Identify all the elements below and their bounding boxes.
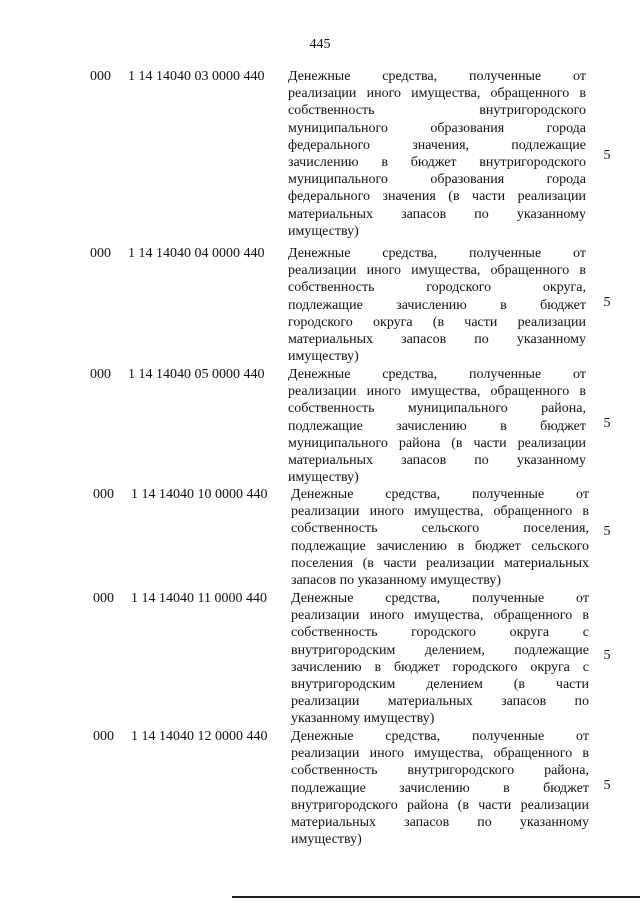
description-line: реализации материальных запасов по — [291, 694, 589, 710]
description-line: Денежные средства, полученные от — [288, 69, 586, 84]
description-line: имуществу) — [288, 223, 359, 239]
description-line: внутригородским делением (в части — [291, 676, 589, 692]
description-line: Денежные средства, полученные от — [291, 591, 589, 606]
description-line: собственность внутригородского — [288, 103, 586, 119]
income-description — [291, 728, 589, 848]
description-line: реализации иного имущества, обращенного в — [288, 86, 586, 102]
description-line: материальных запасов по указанному — [288, 331, 586, 347]
norm-percent: 5 — [603, 295, 611, 310]
income-description — [291, 486, 589, 589]
norm-percent: 5 — [603, 778, 611, 793]
budget-classification-code: 1 14 14040 11 0000 440 — [131, 591, 267, 606]
income-description — [288, 68, 586, 240]
description-line: имуществу) — [291, 832, 362, 848]
description-line: подлежащие зачислению в бюджет — [288, 297, 586, 313]
description-line: зачислению в бюджет внутригородского — [288, 154, 586, 170]
description-line: собственность сельского поселения, — [291, 521, 589, 537]
norm-percent: 5 — [603, 148, 611, 163]
description-line: собственность городского округа с — [291, 625, 589, 641]
description-line: подлежащие зачислению в бюджет — [288, 418, 586, 434]
description-line: муниципального образования города — [288, 120, 586, 136]
budget-classification-code: 1 14 14040 10 0000 440 — [131, 487, 268, 502]
norm-percent: 5 — [603, 648, 611, 663]
budget-classification-code: 1 14 14040 04 0000 440 — [128, 246, 265, 261]
description-line: подлежащие зачислению в бюджет сельского — [291, 538, 589, 554]
description-line: внутригородского района (в части реализации — [291, 797, 589, 813]
description-line: материальных запасов по указанному — [288, 452, 586, 468]
bottom-rule — [232, 896, 640, 898]
description-line: имуществу) — [288, 349, 359, 365]
budget-classification-code: 1 14 14040 05 0000 440 — [128, 367, 265, 382]
description-line: подлежащие зачислению в бюджет — [291, 780, 589, 796]
description-line: собственность муниципального района, — [288, 401, 586, 417]
income-description — [291, 590, 589, 728]
description-line: реализации иного имущества, обращенного в — [288, 263, 586, 279]
income-description — [288, 366, 586, 486]
norm-percent: 5 — [603, 524, 611, 539]
description-line: поселения (в части реализации материальных — [291, 555, 589, 571]
description-line: собственность внутригородского района, — [291, 763, 589, 779]
description-line: муниципального образования города — [288, 172, 586, 188]
admin-code: 000 — [93, 729, 114, 744]
admin-code: 000 — [90, 246, 111, 261]
description-line: реализации иного имущества, обращенного в — [291, 504, 589, 520]
description-line: Денежные средства, полученные от — [291, 729, 589, 744]
description-line: внутригородским делением, подлежащие — [291, 642, 589, 658]
budget-classification-code: 1 14 14040 03 0000 440 — [128, 69, 265, 84]
description-line: материальных запасов по указанному — [291, 814, 589, 830]
description-line: реализации иного имущества, обращенного в — [288, 384, 586, 400]
description-line: муниципального района (в части реализации — [288, 435, 586, 451]
page-number: 445 — [309, 37, 331, 52]
admin-code: 000 — [93, 487, 114, 502]
description-line: федерального значения (в части реализации — [288, 189, 586, 205]
description-line: зачислению в бюджет городского округа с — [291, 659, 589, 675]
admin-code: 000 — [93, 591, 114, 606]
description-line: Денежные средства, полученные от — [288, 367, 586, 382]
income-description — [288, 245, 586, 365]
description-line: реализации иного имущества, обращенного в — [291, 746, 589, 762]
admin-code: 000 — [90, 69, 111, 84]
admin-code: 000 — [90, 367, 111, 382]
description-line: указанному имуществу) — [291, 711, 435, 727]
description-line: собственность городского округа, — [288, 280, 586, 296]
description-line: Денежные средства, полученные от — [288, 246, 586, 261]
description-line: Денежные средства, полученные от — [291, 487, 589, 502]
description-line: материальных запасов по указанному — [288, 206, 586, 222]
description-line: запасов по указанному имуществу) — [291, 572, 502, 588]
description-line: имуществу) — [288, 470, 359, 486]
norm-percent: 5 — [603, 416, 611, 431]
description-line: городского округа (в части реализации — [288, 314, 586, 330]
description-line: федерального значения, подлежащие — [288, 137, 586, 153]
budget-classification-code: 1 14 14040 12 0000 440 — [131, 729, 268, 744]
description-line: реализации иного имущества, обращенного в — [291, 608, 589, 624]
